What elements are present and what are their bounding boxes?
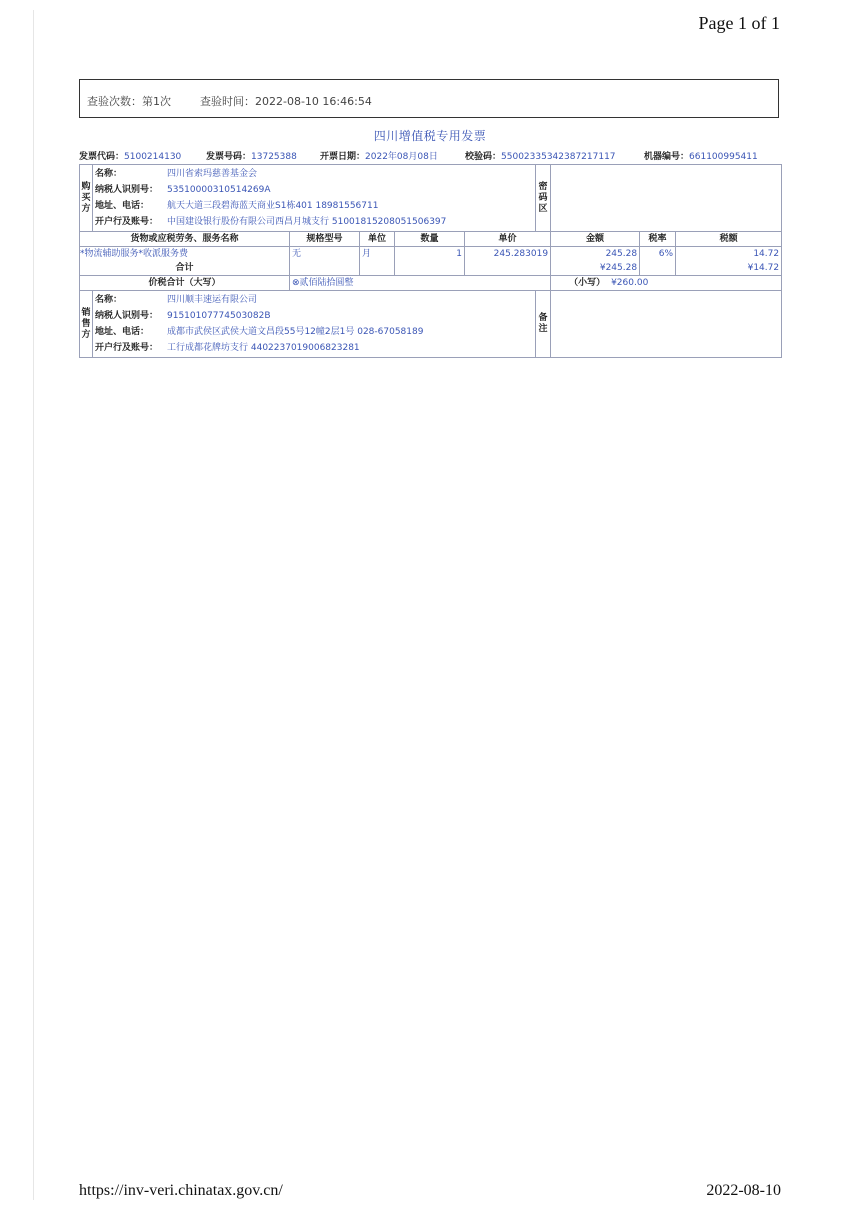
seller-section-label: 销售方 — [80, 291, 93, 358]
item-amount: 245.28 — [551, 247, 640, 262]
check-code: 校验码：55002335342387217117 — [465, 152, 616, 162]
seller-name: 四川顺丰速运有限公司 — [167, 295, 258, 305]
header-unit-price: 单价 — [465, 232, 551, 247]
item-name: *物流辅助服务*收派服务费 — [80, 247, 290, 262]
cipher-area-label: 密码区 — [536, 165, 551, 232]
total-tax: ¥14.72 — [676, 261, 782, 276]
grand-total-small-value: ¥260.00 — [611, 278, 649, 288]
total-amount: ¥245.28 — [551, 261, 640, 276]
invoice-meta-row — [79, 149, 781, 163]
verification-count: 查验次数：第1次 — [87, 95, 171, 108]
invoice-table — [79, 164, 781, 358]
item-spec: 无 — [290, 247, 360, 262]
verification-box — [79, 79, 779, 118]
header-unit: 单位 — [360, 232, 395, 247]
grand-total-small: （小写） ¥260.00 — [551, 276, 782, 291]
buyer-info: 名称： 四川省索玛慈善基金会 纳税人识别号： 53510000310514269A 地址、电话： 航天大道三段碧海蓝天商业S1栋401 18981556711 开户行及账号： 中国建设银行股份有限公司西昌月城支行 51001815208051506397 — [93, 165, 536, 232]
seller-address: 成都市武侯区武侯大道文昌段55号12幢2层1号 028-67058189 — [167, 327, 424, 337]
item-quantity: 1 — [395, 247, 465, 262]
header-tax-rate: 税率 — [640, 232, 676, 247]
scan-edge-line — [33, 10, 34, 1200]
item-tax-rate: 6% — [640, 247, 676, 262]
footer-url: https://inv-veri.chinatax.gov.cn/ — [79, 1182, 283, 1199]
invoice-code: 发票代码：5100214130 — [79, 152, 182, 162]
seller-bank: 工行成都花牌坊支行 4402237019006823281 — [167, 343, 360, 353]
total-label: 合计 — [80, 261, 290, 276]
table-row — [80, 247, 782, 262]
remarks-area — [551, 291, 782, 358]
seller-tax-id: 91510107774503082B — [167, 311, 271, 321]
buyer-bank: 中国建设银行股份有限公司西昌月城支行 51001815208051506397 — [167, 217, 447, 227]
issue-date: 开票日期：2022年08月08日 — [320, 152, 438, 162]
machine-number: 机器编号：661100995411 — [644, 152, 758, 162]
header-amount: 金额 — [551, 232, 640, 247]
buyer-address: 航天大道三段碧海蓝天商业S1栋401 18981556711 — [167, 201, 379, 211]
seller-info: 名称： 四川顺丰速运有限公司 纳税人识别号： 91510107774503082B 地址、电话： 成都市武侯区武侯大道文昌段55号12幢2层1号 028-67058189 开户行及账号： 工行成都花牌坊支行 4402237019006823281 — [93, 291, 536, 358]
invoice-title: 四川增值税专用发票 — [373, 129, 487, 143]
item-unit-price: 245.283019 — [465, 247, 551, 262]
header-item-name: 货物或应税劳务、服务名称 — [80, 232, 290, 247]
header-tax: 税额 — [676, 232, 782, 247]
buyer-name: 四川省索玛慈善基金会 — [167, 169, 258, 179]
buyer-tax-id: 53510000310514269A — [167, 185, 271, 195]
footer-date: 2022-08-10 — [706, 1182, 781, 1199]
remarks-label: 备注 — [536, 291, 551, 358]
page-number: Page 1 of 1 — [698, 13, 780, 33]
verification-time: 查验时间：2022-08-10 16:46:54 — [200, 95, 372, 108]
cipher-area — [551, 165, 782, 232]
grand-total-label: 价税合计（大写） — [80, 276, 290, 291]
item-unit: 月 — [360, 247, 395, 262]
header-spec: 规格型号 — [290, 232, 360, 247]
invoice-number: 发票号码：13725388 — [206, 152, 297, 162]
grand-total-words: ⊗贰佰陆拾圆整 — [290, 276, 551, 291]
header-quantity: 数量 — [395, 232, 465, 247]
item-tax: 14.72 — [676, 247, 782, 262]
buyer-section-label: 购买方 — [80, 165, 93, 232]
